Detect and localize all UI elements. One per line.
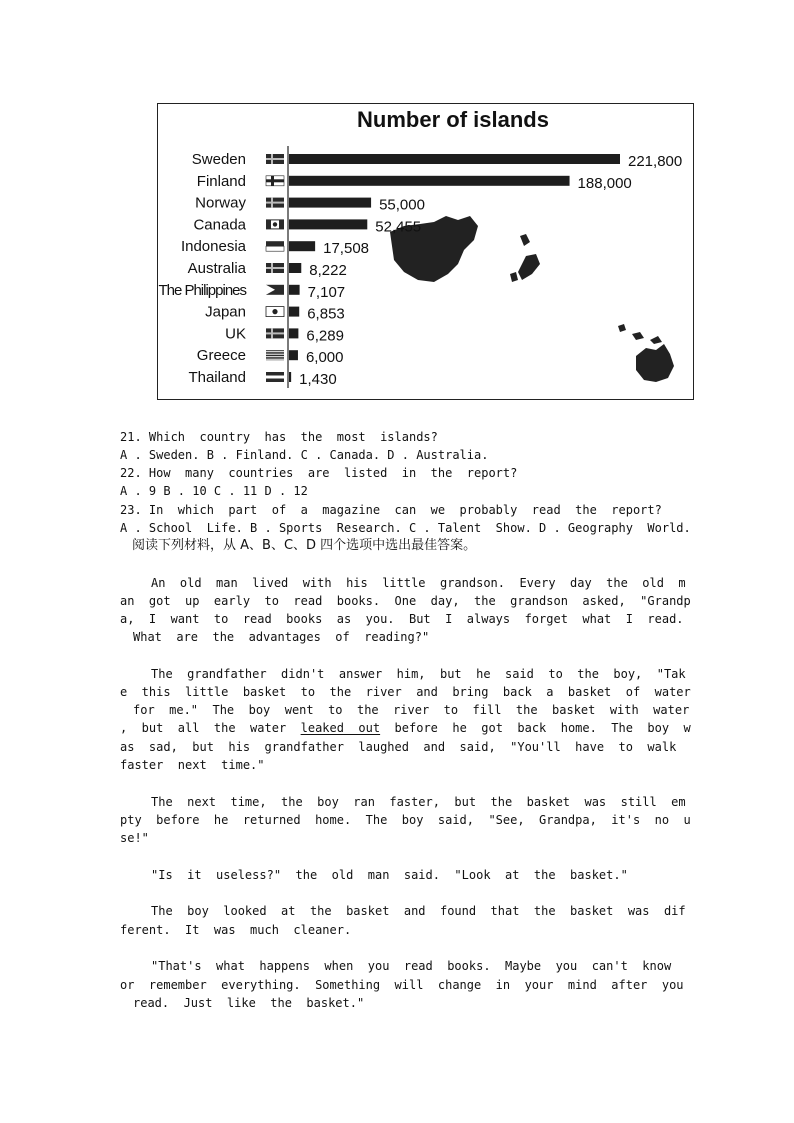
question-21: 21. Which country has the most islands? (120, 430, 438, 444)
canada-flag-icon (266, 219, 284, 229)
bar-japan (289, 307, 299, 317)
category-label-greece: Greece (196, 347, 246, 365)
value-label-australia: 8,222 (309, 262, 347, 279)
paragraph-2-line-3: for me." The boy went to the river to fill the basket with water (133, 703, 690, 717)
question-21-options: A . Sweden. B . Finland. C . Canada. D . Australia. (120, 448, 489, 462)
paragraph-2-line-6: faster next time." (120, 758, 265, 772)
islands-bar-chart (158, 104, 692, 398)
value-label-finland: 188,000 (577, 174, 632, 192)
paragraph-2-line-5: as sad, but his grandfather laughed and said, "You'll have to walk (120, 740, 677, 754)
paragraph-6-line-3: read. Just like the basket." (133, 996, 365, 1010)
category-label-australia: Australia (187, 260, 246, 277)
category-label-japan: Japan (205, 303, 246, 321)
paragraph-1-line-3: a, I want to read books as you. But I always forget what I read. (120, 612, 684, 626)
value-label-the-philippines: 7,107 (307, 283, 346, 301)
question-22-options: A . 9 B . 10 C . 11 D . 12 (120, 484, 308, 498)
norway-flag-icon (266, 198, 284, 208)
value-label-norway: 55,000 (379, 196, 425, 214)
paragraph-1-line-4: What are the advantages of reading?" (133, 630, 430, 644)
value-label-uk: 6,289 (306, 327, 344, 345)
paragraph-3-line-3: se!" (120, 831, 149, 845)
underlined-phrase: leaked out (300, 721, 381, 735)
value-label-canada: 52,455 (375, 218, 422, 236)
paragraph-1-line-1: An old man lived with his little grandson. Every day the old m (151, 576, 686, 590)
bar-australia (289, 263, 301, 273)
question-23-options: A . School Life. B . Sports Research. C . Talent Show. D . Geography World. (120, 521, 691, 535)
reading-instruction: 阅读下列材料，从 A、B、C、D 四个选项中选出最佳答案。 (132, 538, 477, 553)
bar-norway (289, 198, 371, 208)
indonesia-flag-icon (266, 241, 284, 251)
category-label-sweden: Sweden (191, 151, 246, 168)
finland-flag-icon (266, 176, 284, 186)
paragraph-5-line-1: The boy looked at the basket and found that the basket was dif (151, 904, 686, 918)
paragraph-2-line-4-end: before he got back home. The boy w (380, 721, 691, 735)
bar-uk (289, 328, 298, 338)
paragraph-4: "Is it useless?" the old man said. "Look at the basket." (151, 868, 628, 882)
question-22: 22. How many countries are listed in the report? (120, 466, 518, 480)
paragraph-3-line-1: The next time, the boy ran faster, but the basket was still em (151, 795, 686, 809)
value-label-indonesia: 17,508 (323, 240, 370, 258)
bar-thailand (289, 372, 291, 382)
paragraph-6-line-1: "That's what happens when you read books. Maybe you can't know (151, 959, 672, 973)
bar-greece (289, 350, 298, 360)
australia-map-icon (618, 324, 674, 382)
paragraph-5-line-2: ferent. It was much cleaner. (120, 923, 352, 937)
category-label-thailand: Thailand (188, 369, 246, 386)
value-label-greece: 6,000 (305, 349, 344, 367)
islands-chart (157, 103, 694, 400)
category-label-finland: Finland (196, 172, 246, 190)
paragraph-6-line-2: or remember everything. Something will change in your mind after you (120, 978, 684, 992)
paragraph-3-line-2: pty before he returned home. The boy said, "See, Grandpa, it's no u (120, 813, 691, 827)
bar-indonesia (289, 241, 315, 251)
philippines-flag-icon (266, 285, 284, 295)
category-label-norway: Norway (195, 194, 246, 212)
greece-flag-icon (266, 350, 284, 360)
category-label-uk: UK (225, 325, 246, 343)
value-label-thailand: 1,430 (299, 371, 337, 388)
paragraph-2-line-2: e this little basket to the river and bring back a basket of water (120, 685, 691, 699)
bar-finland (289, 176, 570, 186)
bar-the-philippines (289, 285, 300, 295)
paragraph-2-line-1: The grandfather didn't answer him, but he said to the boy, "Tak (151, 667, 686, 681)
value-label-japan: 6,853 (307, 305, 345, 323)
category-label-indonesia: Indonesia (180, 238, 246, 256)
bar-sweden (289, 154, 620, 164)
value-label-sweden: 221,800 (628, 153, 683, 170)
uk-flag-icon (266, 328, 284, 338)
paragraph-1-line-2: an got up early to read books. One day, the grandson asked, "Grandp (120, 594, 691, 608)
category-label-the-philippines: The Philippines (158, 281, 246, 299)
question-23: 23. In which part of a magazine can we probably read the report? (120, 503, 662, 517)
chart-title: Number of islands (357, 107, 549, 132)
category-label-canada: Canada (193, 216, 246, 234)
japan-flag-icon (266, 307, 284, 317)
sweden-flag-icon (266, 154, 284, 164)
thailand-flag-icon (266, 372, 284, 382)
paragraph-2-line-4-start: , but all the water (120, 721, 301, 735)
australia-flag-icon (266, 263, 284, 273)
paragraph-2-line-4 (120, 719, 691, 737)
bar-canada (289, 219, 367, 229)
